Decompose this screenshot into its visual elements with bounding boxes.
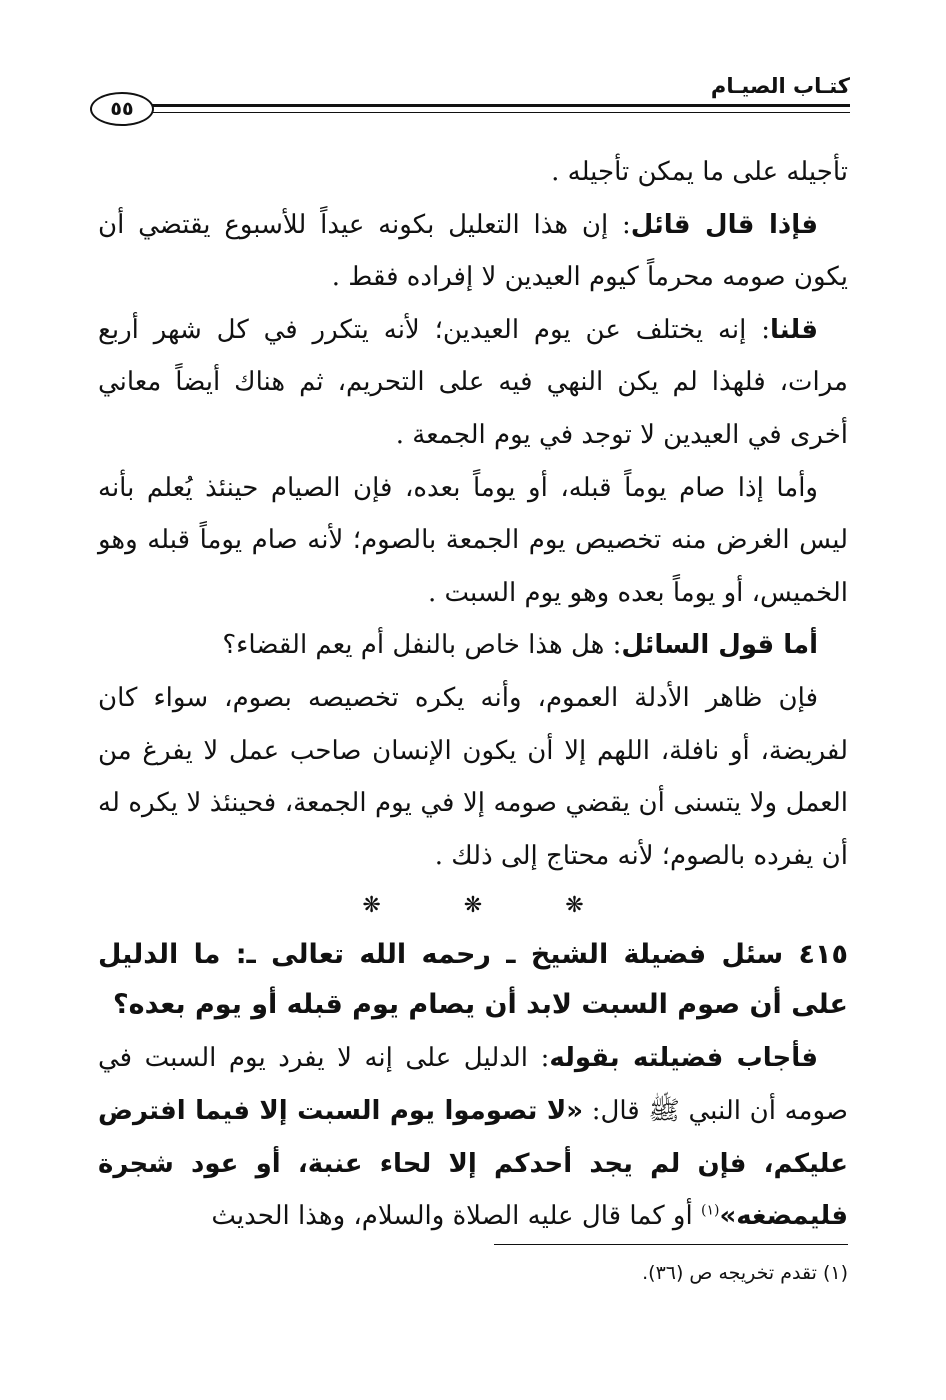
- header-rule-thin: [152, 112, 850, 113]
- paragraph-4: وأما إذا صام يوماً قبله، أو يوماً بعده، فإن الصيام حينئذ يُعلم بأنه ليس الغرض منه تخصيص يوم الجمعة بالصوم؛ لأنه صام يوماً قبله وهو الخميس، أو يوماً بعده وهو يوم السبت .: [98, 472, 848, 608]
- paragraph-2-lead: فإذا قال قائل: [630, 209, 818, 240]
- answer-text-2: أو كما قال عليه الصلاة والسلام، وهذا الحديث: [211, 1201, 701, 1232]
- page-number: ٥٥: [90, 92, 154, 126]
- paragraph-5-text: : هل هذا خاص بالنفل أم يعم القضاء؟: [222, 630, 622, 661]
- question-heading: ٤١٥ سئل فضيلة الشيخ ـ رحمه الله تعالى ـ: ما الدليل على أن صوم السبت لابد أن يصام يوم قبله أو يوم بعده؟: [98, 939, 848, 1021]
- page-body: [98, 146, 848, 1243]
- header-rule-thick: [152, 104, 850, 107]
- paragraph-5: [98, 619, 848, 672]
- answer-paragraph: [98, 1032, 848, 1242]
- paragraph-3: [98, 304, 848, 462]
- footnote-rule: [494, 1244, 848, 1245]
- hadith-quote: «لا تصوموا يوم السبت إلا فيما افترض عليكم، فإن لم يجد أحدكم إلا لحاء عنبة، أو عود شجرة فليمضغه»: [98, 1095, 848, 1232]
- footnote: (١) تقدم تخريجه ص (٣٦).: [642, 1262, 848, 1284]
- footnote-reference: (١): [700, 1202, 720, 1219]
- paragraph-1: تأجيله على ما يمكن تأجيله .: [551, 157, 848, 187]
- answer-text-1: : الدليل على إنه لا يفرد يوم السبت في صومه أن النبي ﷺ قال:: [98, 1043, 848, 1126]
- paragraph-3-text: : إنه يختلف عن يوم العيدين؛ لأنه يتكرر في كل شهر أربع مرات، فلهذا لم يكن النهي فيه على التحريم، ثم هناك أيضاً معاني أخرى في العيدين لا توجد في يوم الجمعة .: [98, 314, 848, 450]
- paragraph-2-text: : إن هذا التعليل بكونه عيداً للأسبوع يقتضي أن يكون صومه محرماً كيوم العيدين لا إفراده فقط .: [98, 209, 848, 293]
- answer-lead: فأجاب فضيلته بقوله: [549, 1043, 818, 1074]
- paragraph-6: فإن ظاهر الأدلة العموم، وأنه يكره تخصيصه بصوم، سواء كان لفريضة، أو نافلة، اللهم إلا أن يكون الإنسان صاحب عمل لا يفرغ من العمل ولا يتسنى أن يقضي صومه إلا في يوم الجمعة، فحينئذ لا يكره له أن يفرده بالصوم؛ لأنه محتاج إلى ذلك .: [98, 682, 848, 871]
- section-separator: ❋ ❋ ❋: [362, 893, 622, 919]
- paragraph-5-lead: أما قول السائل: [621, 630, 818, 661]
- book-title: كتـاب الصيـام: [710, 74, 850, 98]
- paragraph-3-lead: قلنا: [769, 314, 818, 345]
- paragraph-2: [98, 199, 848, 304]
